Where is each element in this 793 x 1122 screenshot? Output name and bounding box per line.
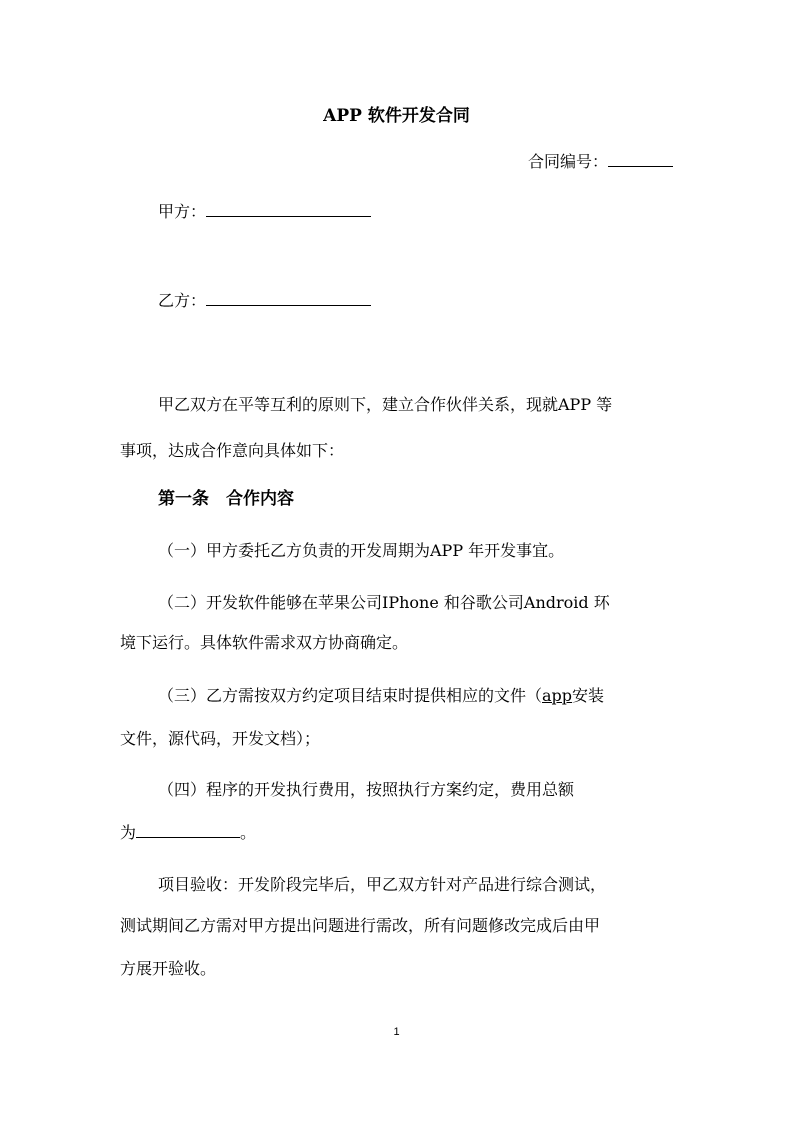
item-4-line-1: （四）程序的开发执行费用，按照执行方案约定，费用总额 bbox=[158, 780, 575, 799]
party-a-label: 甲方： bbox=[158, 202, 207, 221]
acceptance-line-3: 方展开验收。 bbox=[120, 959, 217, 978]
acceptance-line-2: 测试期间乙方需对甲方提出问题进行需改，所有问题修改完成后由甲 bbox=[120, 916, 601, 935]
contract-number bbox=[528, 148, 673, 174]
item-3-text-a: （三）乙方需按双方约定项目结束时提供相应的文件（ bbox=[158, 686, 543, 705]
party-a-blank bbox=[206, 198, 371, 217]
item-3-line-1 bbox=[158, 684, 713, 708]
acceptance-line-1: 项目验收：开发阶段完毕后，甲乙双方针对产品进行综合测试， bbox=[158, 875, 607, 894]
fee-amount-blank bbox=[136, 819, 240, 838]
item-3-line-2: 文件，源代码，开发文档）； bbox=[120, 729, 321, 748]
article-1-heading: 第一条 合作内容 bbox=[158, 489, 294, 509]
item-3-app: app bbox=[542, 686, 573, 705]
contract-number-label: 合同编号： bbox=[527, 152, 608, 171]
party-b-blank bbox=[206, 287, 371, 306]
contract-number-blank bbox=[608, 148, 673, 167]
item-2-line-2: 境下运行。具体软件需求双方协商确定。 bbox=[120, 633, 409, 652]
document-title: APP 软件开发合同 bbox=[323, 106, 470, 126]
page-number: 1 bbox=[393, 1026, 400, 1038]
item-4-text-a: 为 bbox=[120, 823, 137, 842]
item-1: （一）甲方委托乙方负责的开发周期为APP 年开发事宜。 bbox=[158, 541, 565, 560]
intro-line-2: 事项，达成合作意向具体如下： bbox=[120, 441, 345, 460]
item-4-line-2 bbox=[120, 819, 675, 845]
party-b-label: 乙方： bbox=[158, 291, 207, 310]
item-4-text-b: 。 bbox=[240, 823, 257, 842]
item-2-line-1: （二）开发软件能够在苹果公司IPhone 和谷歌公司Android 环 bbox=[158, 593, 610, 612]
party-a-line bbox=[158, 198, 713, 224]
intro-line-1: 甲乙双方在平等互利的原则下，建立合作伙伴关系，现就APP 等 bbox=[158, 395, 613, 414]
item-3-text-b: 安装 bbox=[572, 686, 605, 705]
party-b-line bbox=[158, 287, 713, 313]
